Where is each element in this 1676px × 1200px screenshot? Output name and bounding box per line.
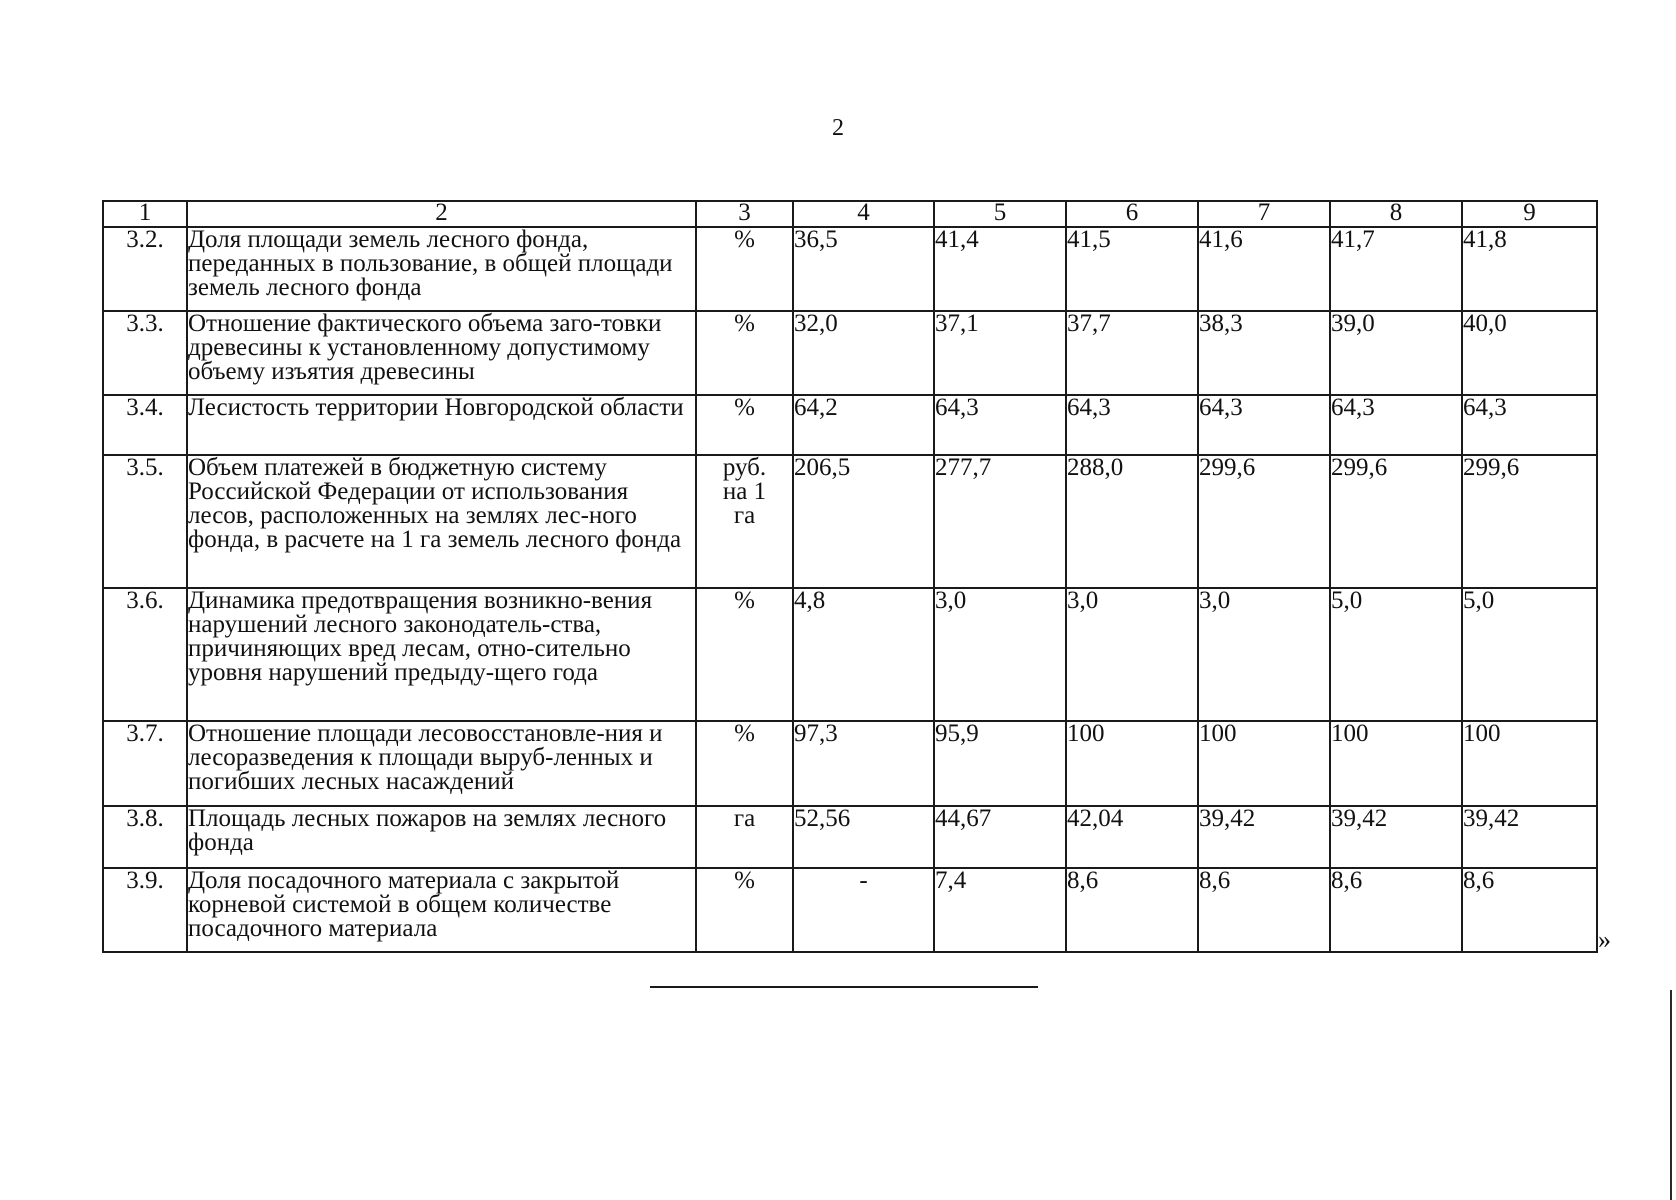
indicator-name: Отношение фактического объема заго-товки древесины к установленному допустимому объему изъятия древесины: [187, 311, 696, 395]
indicator-value: 64,3: [1462, 395, 1597, 455]
indicator-value: 8,6: [1198, 868, 1330, 952]
indicator-unit: %: [696, 395, 793, 455]
indicator-value: 64,3: [934, 395, 1066, 455]
indicator-value: 44,67: [934, 806, 1066, 868]
column-number: 1: [103, 201, 187, 227]
table-row: [103, 227, 1597, 311]
scan-edge-line: [1670, 990, 1672, 1200]
indicator-value: 64,3: [1198, 395, 1330, 455]
column-number: 9: [1462, 201, 1597, 227]
column-number: 7: [1198, 201, 1330, 227]
indicator-value: 5,0: [1330, 588, 1462, 721]
indicator-value: 41,4: [934, 227, 1066, 311]
closing-quote: »: [1598, 925, 1611, 954]
indicator-unit: %: [696, 868, 793, 952]
indicator-name: Лесистость территории Новгородской области: [187, 395, 696, 455]
indicator-value: 100: [1066, 721, 1198, 806]
indicator-value: 277,7: [934, 455, 1066, 588]
indicator-value: 37,1: [934, 311, 1066, 395]
indicator-value: 8,6: [1330, 868, 1462, 952]
indicator-value: 64,2: [793, 395, 934, 455]
indicator-value: 41,8: [1462, 227, 1597, 311]
row-number: 3.9.: [103, 868, 187, 952]
indicator-name: Динамика предотвращения возникно-вения нарушений лесного законодатель-ства, причиняющих вред лесам, отно-сительно уровня нарушений предыду-щего года: [187, 588, 696, 721]
indicator-value: 32,0: [793, 311, 934, 395]
column-number: 6: [1066, 201, 1198, 227]
indicator-unit: %: [696, 588, 793, 721]
indicator-value: 38,3: [1198, 311, 1330, 395]
indicator-value: 288,0: [1066, 455, 1198, 588]
indicator-value: 100: [1198, 721, 1330, 806]
indicator-value: 3,0: [1066, 588, 1198, 721]
indicator-value: 100: [1330, 721, 1462, 806]
indicator-value: 52,56: [793, 806, 934, 868]
indicator-value: 7,4: [934, 868, 1066, 952]
indicator-value: 299,6: [1330, 455, 1462, 588]
indicator-value: 95,9: [934, 721, 1066, 806]
indicator-value: 39,42: [1198, 806, 1330, 868]
indicator-value: 100: [1462, 721, 1597, 806]
row-number: 3.7.: [103, 721, 187, 806]
column-number-row: [103, 201, 1597, 227]
column-number: 8: [1330, 201, 1462, 227]
indicator-name: Отношение площади лесовосстановле-ния и лесоразведения к площади выруб-ленных и погибших лесных насаждений: [187, 721, 696, 806]
table-row: [103, 455, 1597, 588]
row-number: 3.8.: [103, 806, 187, 868]
indicator-value: 36,5: [793, 227, 934, 311]
indicator-name: Доля посадочного материала с закрытой корневой системой в общем количестве посадочного материала: [187, 868, 696, 952]
indicator-value: 97,3: [793, 721, 934, 806]
indicator-value: 299,6: [1198, 455, 1330, 588]
indicator-unit: %: [696, 227, 793, 311]
indicator-value: 42,04: [1066, 806, 1198, 868]
indicator-value: 8,6: [1462, 868, 1597, 952]
row-number: 3.6.: [103, 588, 187, 721]
table-row: [103, 588, 1597, 721]
indicator-unit: га: [696, 806, 793, 868]
indicator-value: 39,0: [1330, 311, 1462, 395]
indicator-name: Объем платежей в бюджетную систему Российской Федерации от использования лесов, расположенных на землях лес-ного фонда, в расчете на 1 га земель лесного фонда: [187, 455, 696, 588]
page-number: 2: [832, 115, 844, 141]
indicator-value: 41,6: [1198, 227, 1330, 311]
indicator-value: 40,0: [1462, 311, 1597, 395]
row-number: 3.5.: [103, 455, 187, 588]
indicator-value: 5,0: [1462, 588, 1597, 721]
row-number: 3.4.: [103, 395, 187, 455]
indicator-value: 41,7: [1330, 227, 1462, 311]
indicator-name: Доля площади земель лесного фонда, переданных в пользование, в общей площади земель лесного фонда: [187, 227, 696, 311]
indicator-value: 39,42: [1330, 806, 1462, 868]
indicator-value: 206,5: [793, 455, 934, 588]
column-number: 5: [934, 201, 1066, 227]
table-row: [103, 868, 1597, 952]
table-row: [103, 395, 1597, 455]
column-number: 3: [696, 201, 793, 227]
table-row: [103, 311, 1597, 395]
indicator-value: 299,6: [1462, 455, 1597, 588]
row-number: 3.2.: [103, 227, 187, 311]
indicator-value: 39,42: [1462, 806, 1597, 868]
indicator-value: 3,0: [934, 588, 1066, 721]
table-row: [103, 721, 1597, 806]
footer-divider: [650, 986, 1038, 988]
indicator-unit: %: [696, 721, 793, 806]
column-number: 4: [793, 201, 934, 227]
indicator-value: 4,8: [793, 588, 934, 721]
table-row: [103, 806, 1597, 868]
indicator-value: 37,7: [1066, 311, 1198, 395]
column-number: 2: [187, 201, 696, 227]
indicator-unit: %: [696, 311, 793, 395]
indicators-table: [102, 200, 1598, 953]
indicator-unit: руб. на 1 га: [696, 455, 793, 588]
indicator-value: 64,3: [1330, 395, 1462, 455]
row-number: 3.3.: [103, 311, 187, 395]
indicator-name: Площадь лесных пожаров на землях лесного фонда: [187, 806, 696, 868]
indicator-value: 64,3: [1066, 395, 1198, 455]
indicator-value: 3,0: [1198, 588, 1330, 721]
indicator-value: 41,5: [1066, 227, 1198, 311]
indicator-value: -: [793, 868, 934, 952]
indicator-value: 8,6: [1066, 868, 1198, 952]
